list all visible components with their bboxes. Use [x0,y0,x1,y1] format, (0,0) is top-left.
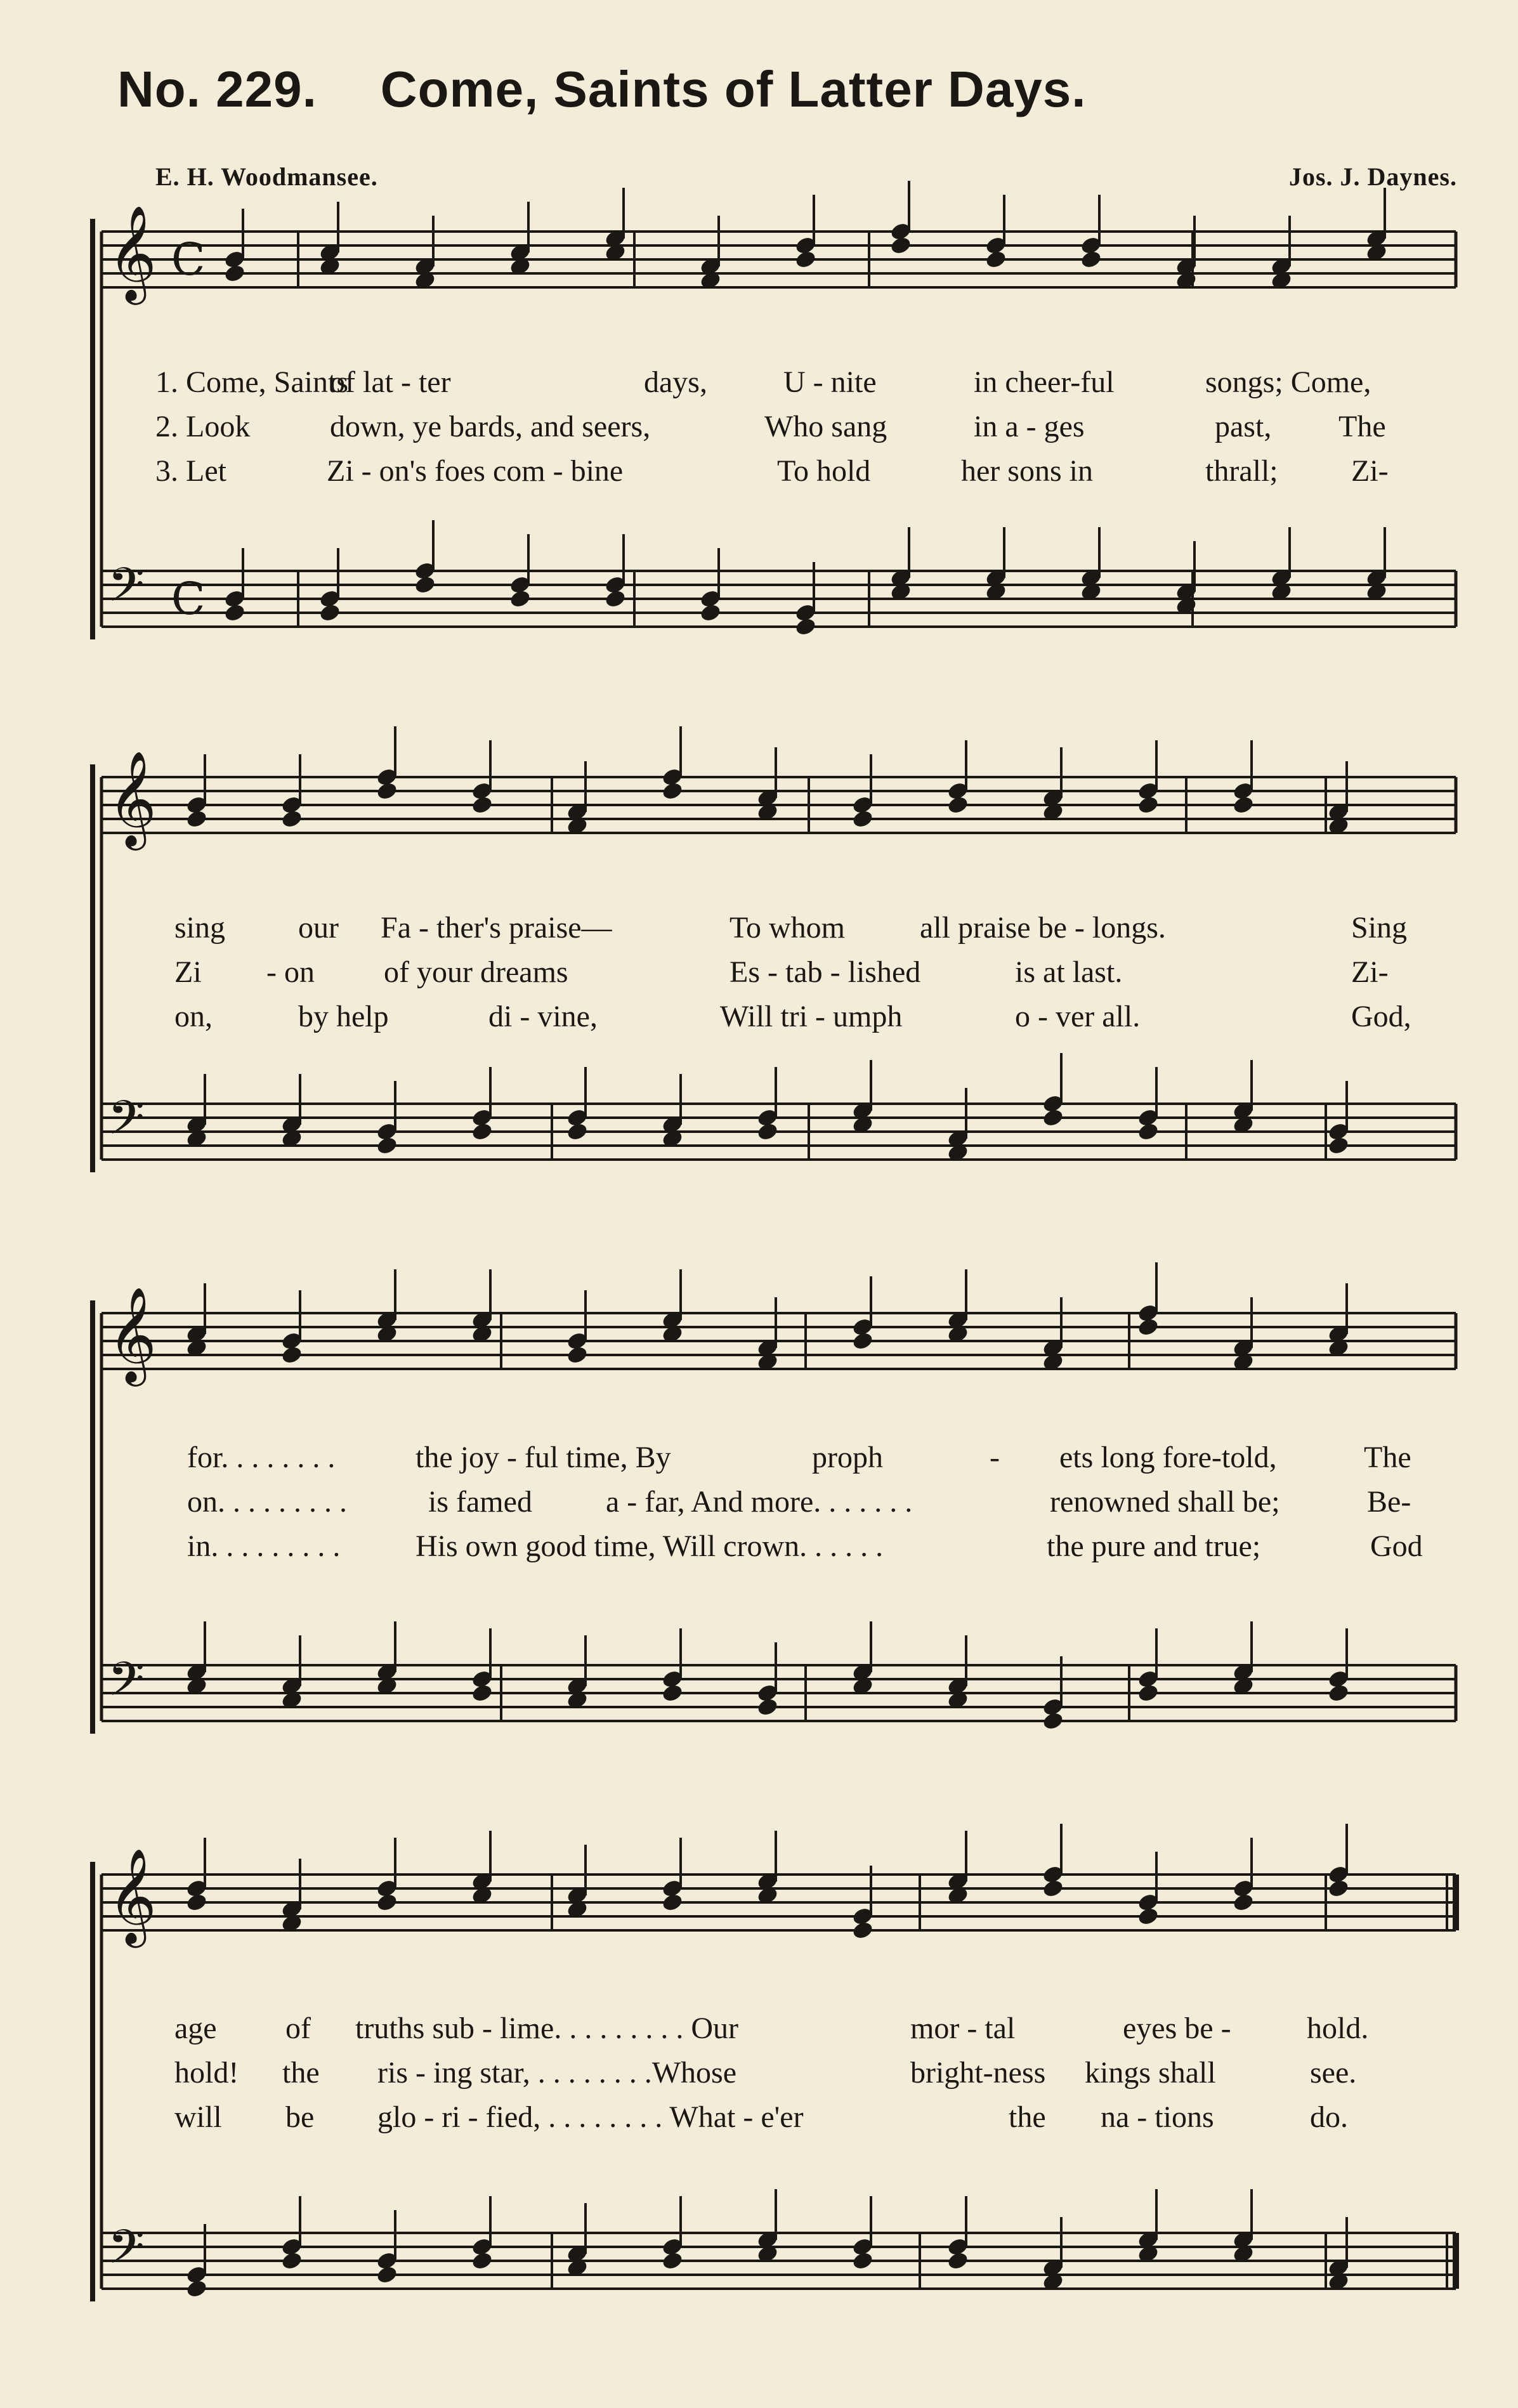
lyric-word: kings shall [1085,2056,1216,2090]
lyric-word: 3. Let [155,454,226,488]
note-head [1137,1906,1160,1927]
note-head [566,1345,589,1366]
note-head [280,2251,303,2272]
note-head [185,809,208,830]
verse-line [0,910,1518,955]
lyric-word: the [1009,2100,1046,2134]
system-2-lyrics [0,910,1518,1044]
verse-line [0,409,1518,454]
note-head [376,781,398,802]
lyric-word: her sons in [961,454,1093,488]
bass-staff [101,1665,1456,1721]
lyric-word: Zi [174,955,202,989]
treble-staff [101,232,1456,287]
note-head [414,575,436,596]
verse-line [0,2011,1518,2055]
note-head [223,263,246,284]
hymn-number: No. 229. [117,61,317,117]
note-head [376,1135,398,1156]
lyric-word: Zi - on's foes com - bine [327,454,624,488]
note-head [185,1892,208,1913]
lyric-word: thrall; [1205,454,1278,488]
lyric-word: on. . . . . . . . . [187,1485,347,1519]
note-head [1137,1122,1160,1142]
treble-clef-icon: 𝄞 [108,1286,157,1382]
lyric-word: ris - ing star, . . . . . . . .Whose [377,2056,736,2090]
note-head [376,1892,398,1913]
lyric-word: our [298,911,339,945]
system-4-lyrics [0,2011,1518,2144]
lyric-word: - [990,1441,1000,1474]
note-head [851,1920,874,1941]
lyric-word: down, ye bards, and seers, [330,410,651,443]
common-time-icon: C [171,573,206,625]
note-head [318,603,341,624]
treble-clef-icon: 𝄞 [108,750,157,846]
note-head [471,2251,494,2272]
lyric-word: a - far, And more. . . . . . . [606,1485,913,1519]
lyric-word: 2. Look [155,410,251,443]
lyric-word: the pure and true; [1047,1529,1261,1563]
verse-line [0,2100,1518,2144]
note-head [794,249,817,270]
lyric-word: of [285,2012,311,2045]
note-head [851,1331,874,1352]
note-head [1327,1878,1350,1899]
note-head [1080,249,1103,270]
note-head [280,1345,303,1366]
lyric-word: all praise be - longs. [920,911,1166,945]
treble-clef-icon: 𝄞 [108,204,157,301]
note-head [604,589,627,610]
note-head [1042,1878,1064,1899]
lyric-word: is at last. [1015,955,1123,989]
lyric-word: eyes be - [1123,2012,1231,2045]
lyric-word: the joy - ful time, By [415,1441,671,1474]
note-head [1232,1892,1255,1913]
lyric-word: past, [1215,410,1272,443]
bass-clef-icon: 𝄢 [108,1090,145,1157]
note-head [1042,1711,1064,1732]
note-head [1137,1683,1160,1704]
note-head [661,2251,684,2272]
note-head [471,1683,494,1704]
lyric-word: ets long fore-told, [1059,1441,1277,1474]
lyric-word: na - tions [1101,2100,1214,2134]
verse-line [0,2055,1518,2100]
lyric-word: mor - tal [910,2012,1016,2045]
lyric-word: God [1370,1529,1423,1563]
lyric-word: on, [174,1000,213,1033]
note-head [946,795,969,816]
lyric-word: the [282,2056,320,2090]
lyric-word: God, [1351,1000,1411,1033]
note-head [471,1122,494,1142]
note-head [280,809,303,830]
note-head [851,2251,874,2272]
lyric-word: will [174,2100,222,2134]
note-head [376,2265,398,2286]
lyric-word: in. . . . . . . . . [187,1529,341,1563]
lyric-word: The [1338,410,1386,443]
note-head [889,235,912,256]
note-head [985,249,1007,270]
note-head [946,2251,969,2272]
lyric-word: songs; Come, [1205,365,1371,399]
lyric-word: proph [812,1441,883,1474]
note-head [509,589,532,610]
verse-line [0,1484,1518,1529]
note-head [1327,1135,1350,1156]
composer-credit: Jos. J. Daynes. [1288,162,1457,191]
note-head [851,809,874,830]
lyric-word: by help [298,1000,389,1033]
verse-line [0,454,1518,498]
note-head [661,781,684,802]
lyric-word: renowned shall be; [1050,1485,1280,1519]
note-head [1137,795,1160,816]
lyric-word: in cheer-ful [974,365,1115,399]
lyric-word: Zi- [1351,454,1389,488]
hymn-name: Come, Saints of Latter Days. [380,61,1087,117]
bass-staff [101,2233,1456,2289]
lyric-word: 1. Come, Saints [155,365,349,399]
lyric-word: see. [1310,2056,1357,2090]
note-head [1327,1683,1350,1704]
treble-clef-icon: 𝄞 [108,1847,157,1944]
lyric-word: age [174,2012,217,2045]
lyric-word: bright-ness [910,2056,1046,2090]
note-head [1232,795,1255,816]
verse-line [0,999,1518,1044]
lyric-word: To hold [777,454,871,488]
lyric-word: of lat - ter [330,365,451,399]
lyricist-credit: E. H. Woodmansee. [155,162,378,191]
lyric-word: Who sang [764,410,887,443]
lyric-word: o - ver all. [1015,1000,1141,1033]
lyric-word: Will tri - umph [720,1000,903,1033]
lyric-word: Be- [1367,1485,1411,1519]
note-head [223,603,246,624]
lyric-word: sing [174,911,226,945]
lyric-word: hold! [174,2056,239,2090]
lyric-word: To whom [730,911,845,945]
lyric-word: for. . . . . . . . [187,1441,336,1474]
lyric-word: U - nite [783,365,877,399]
common-time-icon: C [171,233,206,285]
bass-staff [101,571,1456,627]
system-3-lyrics [0,1440,1518,1573]
lyric-word: Fa - ther's praise— [381,911,612,945]
lyric-word: hold. [1307,2012,1369,2045]
lyric-word: His own good time, Will crown. . . . . . [415,1529,884,1563]
lyric-word: Zi- [1351,955,1389,989]
bass-staff [101,1104,1456,1160]
note-head [661,1892,684,1913]
lyric-word: glo - ri - fied, . . . . . . . . What - e'er [377,2100,804,2134]
lyric-word: days, [644,365,707,399]
lyric-word: truths sub - lime. . . . . . . . . Our [355,2012,738,2045]
lyric-word: be [285,2100,315,2134]
lyric-word: of your dreams [384,955,568,989]
verse-line [0,955,1518,999]
lyric-word: The [1364,1441,1411,1474]
note-head [1042,1108,1064,1129]
bass-clef-icon: 𝄢 [108,2220,145,2286]
verse-line [0,1529,1518,1573]
lyric-word: do. [1310,2100,1348,2134]
lyric-word: di - vine, [488,1000,598,1033]
note-head [756,1697,779,1718]
lyric-word: in a - ges [974,410,1085,443]
note-head [566,1122,589,1142]
note-head [1137,1317,1160,1338]
note-head [699,603,722,624]
note-head [756,1122,779,1142]
lyric-word: Sing [1351,911,1408,945]
note-head [794,617,817,638]
bass-clef-icon: 𝄢 [108,558,145,624]
note-head [471,795,494,816]
system-1-lyrics [0,365,1518,498]
bass-clef-icon: 𝄢 [108,1652,145,1718]
lyric-word: is famed [428,1485,532,1519]
note-head [661,1683,684,1704]
note-head [185,2279,208,2300]
lyric-word: - on [266,955,315,989]
lyric-word: Es - tab - lished [730,955,921,989]
verse-line [0,365,1518,409]
verse-line [0,1440,1518,1484]
